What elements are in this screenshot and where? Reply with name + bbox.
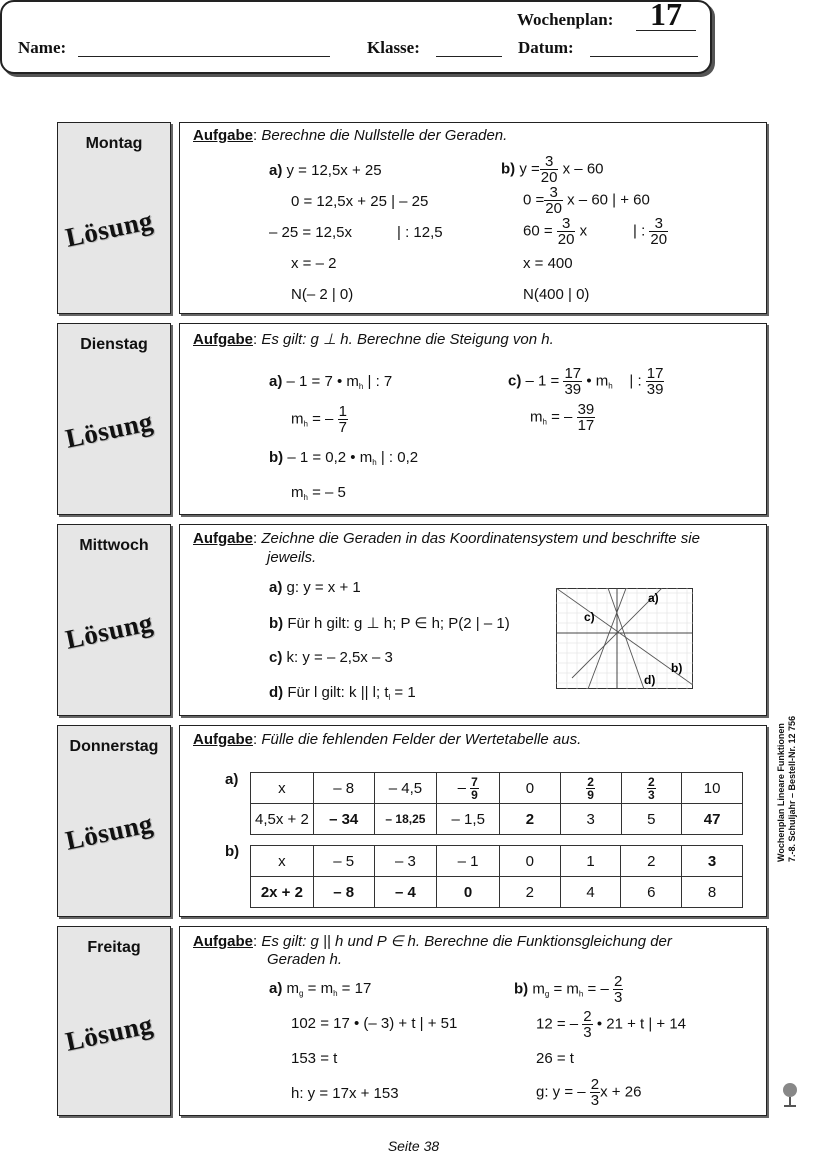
eq: x + 26 [600, 1083, 642, 1101]
value-table-a [250, 772, 743, 835]
eq: – 1 = [525, 372, 560, 390]
fraction [540, 154, 559, 185]
line-b3: 26 = t [536, 1050, 574, 1067]
table-row [251, 804, 743, 835]
line-a2: 102 = 17 • (– 3) + t | + 51 [291, 1015, 458, 1032]
header-box [0, 0, 712, 74]
name-field[interactable] [78, 56, 330, 57]
eq: 12 = – [536, 1015, 579, 1033]
loesung-stamp: Lösung [62, 606, 156, 655]
eq: = – [312, 410, 334, 428]
eq: x – 60 | + 60 [567, 191, 650, 209]
table-cell: 0 [437, 877, 500, 908]
eq: Für l gilt: k || l; t [287, 684, 389, 701]
task-heading [193, 330, 554, 348]
eq: k: y = – 2,5x – 3 [286, 649, 393, 666]
publisher-logo [776, 1080, 804, 1108]
subscript: g [299, 989, 304, 998]
subscript: h [303, 493, 308, 502]
side-credit [776, 716, 798, 862]
table-row [251, 846, 743, 877]
eq: 60 = [523, 222, 553, 240]
colon: : [253, 530, 258, 547]
denominator: 39 [564, 381, 582, 398]
eq: = 17 [337, 980, 372, 997]
klasse-label: Klasse: [367, 38, 420, 57]
line-a1 [269, 373, 392, 391]
m: m [291, 410, 304, 428]
loesung-stamp: Lösung [62, 807, 156, 856]
task-text: Fülle die fehlenden Felder der Wertetabelle aus. [261, 731, 582, 748]
label-b: b) [514, 980, 529, 998]
label-c: c) [269, 649, 283, 666]
day-box-donnerstag [57, 725, 171, 917]
subscript: l [388, 693, 391, 702]
eq: 0 = [523, 191, 545, 209]
table-row [251, 773, 743, 804]
table-cell: – 18,25 [374, 804, 437, 835]
name-label: Name: [18, 38, 67, 57]
day-name: Mittwoch [79, 537, 149, 554]
table-cell [621, 773, 682, 804]
numerator: 39 [577, 401, 595, 418]
graph-label-b: b) [671, 661, 683, 675]
subscript: g [544, 989, 550, 999]
fraction [590, 1077, 600, 1108]
line-b4: x = 400 [523, 255, 573, 272]
task-text-2: jeweils. [267, 549, 317, 566]
table-cell: 4 [560, 877, 621, 908]
colon: : [253, 731, 258, 748]
table-cell: 2 [621, 846, 682, 877]
table-cell: – 3 [374, 846, 437, 877]
table-row [251, 877, 743, 908]
eq: – 1 = 0,2 • m [287, 449, 373, 466]
label-b: b) [501, 160, 516, 178]
task-box-montag [179, 122, 767, 314]
table-cell: 47 [682, 804, 743, 835]
day-box-dienstag [57, 323, 171, 515]
line-c [269, 649, 393, 666]
numerator: 2 [613, 973, 623, 990]
eq: – 1 = 7 • m [286, 373, 359, 390]
task-box-donnerstag [179, 725, 767, 917]
line-a4: x = – 2 [291, 255, 337, 272]
datum-field[interactable] [590, 56, 698, 57]
line-b5: N(400 | 0) [523, 286, 590, 303]
table-cell: 8 [682, 877, 743, 908]
fraction [563, 366, 582, 397]
task-heading [193, 530, 700, 547]
eq: Für h gilt: g ⊥ h; P ∈ h; P(2 | – 1) [287, 615, 510, 632]
day-box-mittwoch [57, 524, 171, 716]
fraction [646, 366, 665, 397]
table-cell: 2 [499, 877, 560, 908]
line-b2 [291, 484, 346, 502]
denominator: 20 [650, 231, 668, 248]
line-a1 [269, 980, 371, 998]
line-a [269, 579, 361, 596]
line-b2 [536, 1009, 686, 1040]
fraction [544, 185, 563, 216]
table-cell: – 4 [374, 877, 437, 908]
task-heading [193, 127, 507, 144]
line-c2 [530, 402, 595, 433]
m: m [286, 980, 300, 997]
table-cell [560, 773, 621, 804]
table-cell: – 1,5 [437, 804, 500, 835]
table-cell: – 8 [313, 877, 374, 908]
fraction [613, 974, 623, 1005]
fraction [582, 1009, 592, 1040]
eq: = m [303, 980, 334, 997]
table-cell: 2 [500, 804, 561, 835]
denominator: 20 [557, 231, 575, 248]
label-b: b) [269, 449, 284, 466]
loesung-stamp: Lösung [62, 204, 156, 253]
fraction [338, 404, 348, 435]
denominator: 20 [545, 200, 562, 217]
datum-label: Datum: [518, 38, 574, 57]
task-heading [193, 932, 672, 950]
line-a5: N(– 2 | 0) [291, 286, 354, 303]
day-name: Freitag [87, 939, 141, 956]
label-a: a) [269, 373, 283, 390]
page-number: Seite 38 [387, 1138, 440, 1154]
denominator: 3 [613, 989, 623, 1006]
m: m [291, 484, 304, 501]
numerator: 17 [646, 365, 664, 382]
numerator: 17 [564, 365, 582, 382]
table-cell: 5 [621, 804, 682, 835]
task-heading [193, 731, 581, 748]
aufgabe-label: Aufgabe [193, 731, 253, 748]
label-d: d) [269, 684, 284, 701]
eq: g: y = x + 1 [286, 579, 361, 596]
subscript: h [333, 989, 338, 998]
aufgabe-label: Aufgabe [193, 933, 253, 950]
denominator: 17 [577, 417, 595, 434]
table-cell: 6 [621, 877, 682, 908]
side-credit-line-2: 7.-8. Schuljahr – Bestell-Nr. 12 756 [787, 715, 797, 862]
numerator: 2 [583, 1008, 592, 1025]
table-cell: – 1 [437, 846, 500, 877]
subscript: h [372, 458, 377, 467]
wochenplan-label: Wochenplan: [517, 10, 614, 29]
line-c1 [508, 366, 664, 397]
subscript: h [542, 417, 547, 427]
subscript: h [358, 382, 364, 391]
task-text: Zeichne die Geraden in das Koordinatensystem und beschrifte sie [261, 530, 700, 547]
table-cell: 3 [682, 846, 743, 877]
denominator: 3 [583, 1024, 592, 1041]
side-credit-line-1: Wochenplan Lineare Funktionen [776, 723, 786, 862]
task-text-2: Geraden h. [267, 951, 343, 968]
m: m [530, 408, 543, 426]
graph-label-a: a) [648, 591, 659, 605]
table-cell: 0 [499, 846, 560, 877]
table-cell: – 8 [313, 773, 374, 804]
subscript: h [578, 989, 584, 999]
table-cell: x [251, 846, 314, 877]
numerator: 3 [557, 216, 576, 232]
label-a: a) [225, 771, 239, 788]
task-box-freitag [179, 926, 767, 1116]
line-b3 [523, 216, 587, 247]
label-a: a) [269, 162, 283, 179]
aufgabe-label: Aufgabe [193, 127, 253, 144]
day-box-freitag [57, 926, 171, 1116]
table-cell: 10 [682, 773, 743, 804]
numerator: 3 [540, 154, 559, 170]
eq: x [579, 222, 588, 240]
table-cell: – $\frac{7}{9}$ [437, 773, 500, 804]
eq: = m [549, 980, 579, 998]
table-cell: x [251, 773, 314, 804]
eq: = 1 [390, 684, 416, 701]
task-text: Berechne die Nullstelle der Geraden. [261, 127, 508, 144]
eq: = – [583, 980, 609, 998]
wochenplan-number: 17 [650, 0, 682, 32]
numerator: 3 [649, 216, 668, 232]
colon: : [253, 933, 258, 950]
m: m [532, 980, 545, 998]
table-cell: 1 [560, 846, 621, 877]
line-a1 [269, 162, 382, 179]
colon: : [253, 331, 258, 348]
value-table-b [250, 845, 743, 908]
table-cell: – 4,5 [374, 773, 437, 804]
task-text: Es gilt: g ⊥ h. Berechne die Steigung von h. [261, 331, 554, 348]
line-a2: 0 = 12,5x + 25 | – 25 [291, 193, 429, 210]
loesung-stamp: Lösung [62, 1008, 156, 1057]
table-cell: – 34 [313, 804, 374, 835]
logo-stem [784, 1097, 796, 1106]
line-b4 [536, 1077, 641, 1108]
day-box-montag [57, 122, 171, 314]
subscript: h [303, 419, 308, 429]
table-cell: 2x + 2 [251, 877, 314, 908]
task-text: Es gilt: g || h und P ∈ h. Berechne die Funktionsgleichung der [261, 933, 672, 950]
line-a3-op: | : 12,5 [397, 224, 443, 241]
fraction: $\frac{2}{3}$ [648, 774, 655, 802]
label-c: c) [508, 372, 522, 390]
fraction [649, 216, 668, 247]
label-a: a) [269, 980, 283, 997]
loesung-stamp: Lösung [62, 405, 156, 454]
op: | : 7 [363, 373, 393, 390]
day-name: Donnerstag [69, 738, 159, 755]
line-b3-op [633, 216, 668, 247]
eq: = – [551, 408, 573, 426]
op: | : [633, 222, 646, 240]
label-b: b) [269, 615, 284, 632]
line-b2 [523, 185, 650, 216]
eq: = – 5 [312, 484, 346, 501]
line-a4: h: y = 17x + 153 [291, 1085, 399, 1102]
line-d [269, 684, 416, 702]
fraction [557, 216, 576, 247]
label-b: b) [225, 843, 240, 860]
table-cell: 0 [500, 773, 561, 804]
line-b1 [514, 974, 623, 1005]
denominator: 3 [590, 1092, 600, 1109]
eq: • m [586, 372, 609, 390]
op: | : [629, 372, 642, 390]
klasse-field[interactable] [436, 56, 502, 57]
line-b1 [501, 154, 604, 185]
graph-label-d: d) [644, 673, 656, 687]
line-b [269, 614, 510, 632]
label-a: a) [269, 579, 283, 596]
numerator: 1 [338, 403, 347, 420]
denominator: 20 [540, 169, 558, 186]
fraction: $\frac{7}{9}$ [471, 774, 478, 802]
eq: y = [519, 160, 540, 178]
line-b1 [269, 449, 418, 467]
subscript: h [608, 381, 613, 391]
line-a2 [291, 404, 348, 435]
logo-mark [783, 1083, 797, 1097]
graph-label-c: c) [584, 610, 595, 624]
denominator: 7 [338, 419, 347, 436]
eq: g: y = – [536, 1083, 586, 1101]
day-name: Dienstag [80, 336, 148, 353]
numerator: 3 [544, 185, 563, 201]
task-box-dienstag [179, 323, 767, 515]
fraction: $\frac{2}{9}$ [587, 774, 594, 802]
denominator: 39 [646, 381, 664, 398]
table-cell: 3 [560, 804, 621, 835]
aufgabe-label: Aufgabe [193, 331, 253, 348]
line-a3: 153 = t [291, 1050, 338, 1067]
colon: : [253, 127, 258, 144]
eq: x – 60 [562, 160, 604, 178]
eq: y = 12,5x + 25 [286, 162, 382, 179]
coordinate-graph [556, 588, 693, 689]
day-name: Montag [85, 135, 143, 152]
op: | : 0,2 [376, 449, 419, 466]
table-cell: – 5 [313, 846, 374, 877]
task-box-mittwoch [179, 524, 767, 716]
eq: • 21 + t | + 14 [596, 1015, 687, 1033]
aufgabe-label: Aufgabe [193, 530, 253, 547]
line-a3: – 25 = 12,5x [269, 224, 352, 241]
fraction [577, 402, 596, 433]
numerator: 2 [590, 1076, 600, 1093]
table-cell: 4,5x + 2 [251, 804, 314, 835]
